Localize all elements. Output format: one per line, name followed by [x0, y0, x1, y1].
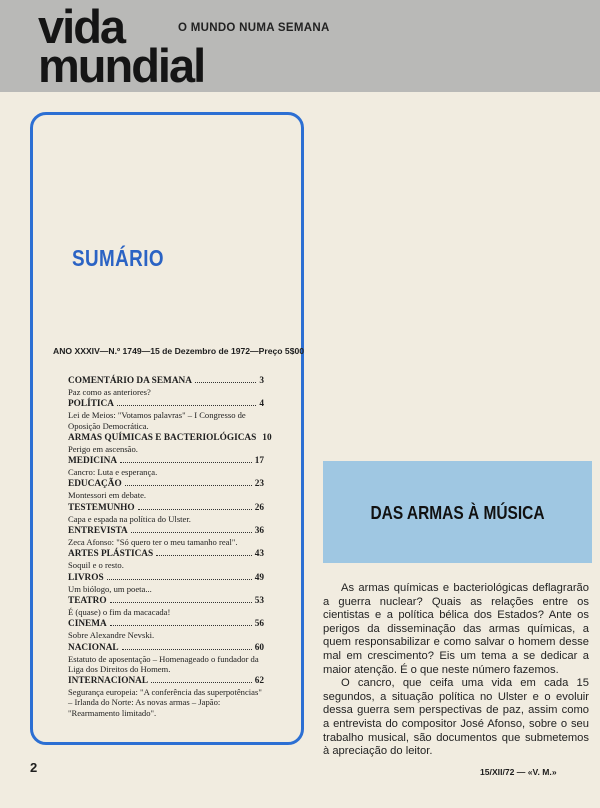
- toc-entry-line: [68, 675, 264, 687]
- feature-paragraph-1: As armas químicas e bacteriológicas deflagrarão a guerra nuclear? Quais as relações entre os cientistas e a política bélica dos Estados? Ante os perigos da disseminação das armas químicas, a quem responsabilizar e como salvar o homem desse mal em crescimento? Eis um tema a se dedicar a maior atenção. É o que neste número fazemos.: [323, 582, 589, 676]
- toc-entry-page: 23: [254, 479, 264, 490]
- toc-entry-description: Zeca Afonso: "Só quero ter o meu tamanho real".: [68, 537, 238, 548]
- toc-leader-dots: [110, 595, 252, 603]
- toc-entry-description: Soquil e o resto.: [68, 560, 124, 571]
- toc-leader-dots: [156, 548, 252, 556]
- feature-body: [323, 582, 589, 759]
- toc-entry-page: 10: [262, 432, 272, 443]
- toc-leader-dots: [110, 618, 252, 626]
- toc-entry-line: [68, 618, 264, 630]
- toc-entry-page: 4: [259, 399, 264, 410]
- toc-entry-description: Perigo em ascensão.: [68, 443, 138, 454]
- logo-mundial: mundial: [38, 38, 205, 92]
- issue-line: ANO XXXIV—N.º 1749—15 de Dezembro de 1972—Preço 5$00: [53, 346, 305, 356]
- toc-entry-page: 3: [259, 376, 264, 386]
- toc-entry-line: [68, 478, 264, 490]
- toc-entry-line: [68, 642, 264, 654]
- toc-entry-description: Um biólogo, um poeta...: [68, 583, 152, 594]
- toc-entry-page: 43: [254, 549, 264, 560]
- toc-entry: [68, 618, 264, 640]
- toc-leader-dots: [138, 502, 252, 510]
- toc-entry-title: CINEMA: [68, 619, 107, 630]
- toc-entry-description: Cancro: Luta e esperança.: [68, 467, 158, 478]
- toc-entry: [68, 525, 264, 547]
- toc-entry: [68, 478, 264, 500]
- toc-entry-description: Segurança europeia: "A conferência das superpotências" – Irlanda do Norte: As novas armas – Japão: "Rearmamento limitado".: [68, 687, 262, 718]
- toc-entry: [68, 375, 264, 397]
- toc-entry-title: ARTES PLÁSTICAS: [68, 549, 154, 560]
- toc-leader-dots: [131, 525, 252, 533]
- footer-date: 15/XII/72 — «V. M.»: [480, 767, 557, 777]
- toc-entry-description: Paz como as anteriores?: [68, 387, 151, 397]
- feature-banner: [323, 461, 592, 563]
- toc-entry-line: [68, 502, 264, 514]
- masthead-tagline: O MUNDO NUMA SEMANA: [178, 22, 330, 34]
- toc-entry: [68, 432, 272, 454]
- toc-entry-title: TEATRO: [68, 595, 107, 606]
- toc-entry-title: MEDICINA: [68, 456, 118, 467]
- toc-entry-title: INTERNACIONAL: [68, 676, 149, 687]
- contents-heading: SUMÁRIO: [72, 245, 164, 271]
- toc-entry: [68, 398, 264, 431]
- toc-entry-title: ENTREVISTA: [68, 526, 128, 537]
- page-number: 2: [30, 760, 38, 775]
- toc-entry-description: É (quase) o fim da macacada!: [68, 606, 171, 617]
- toc-leader-dots: [195, 375, 256, 383]
- toc-entry-title: LIVROS: [68, 572, 104, 583]
- logo-vida: vida: [38, 0, 125, 53]
- toc-leader-dots: [120, 455, 252, 463]
- toc-leader-dots: [117, 398, 256, 406]
- feature-title: DAS ARMAS À MÚSICA: [370, 503, 545, 523]
- toc-entry-line: [68, 375, 264, 387]
- toc-entry-description: Sobre Alexandre Nevski.: [68, 630, 155, 641]
- toc-leader-dots: [151, 675, 252, 683]
- toc-entry-line: [68, 572, 264, 584]
- toc-entry: [68, 548, 264, 570]
- toc-entry-line: [68, 525, 264, 537]
- toc-entry-description: Lei de Meios: "Votamos palavras" – I Congresso de Oposição Democrática.: [68, 410, 246, 431]
- toc-leader-dots: [125, 478, 252, 486]
- toc-entry-page: 53: [254, 595, 264, 606]
- toc-entry: [68, 642, 264, 675]
- toc-leader-dots: [107, 572, 252, 580]
- toc-entry-description: Montessori em debate.: [68, 490, 147, 501]
- table-of-contents: [68, 375, 272, 719]
- toc-entry-page: 36: [254, 526, 264, 537]
- toc-entry-page: 49: [254, 572, 264, 583]
- toc-entry-page: 26: [254, 502, 264, 513]
- toc-entry-description: Capa e espada na política do Ulster.: [68, 513, 191, 524]
- toc-entry: [68, 572, 264, 594]
- toc-entry-description: Estatuto de aposentação – Homenageado o fundador da Liga dos Direitos do Homem.: [68, 653, 259, 674]
- toc-entry-line: [68, 455, 264, 467]
- toc-entry-line: [68, 595, 264, 607]
- toc-entry-line: [68, 548, 264, 560]
- toc-entry-page: 56: [254, 619, 264, 630]
- toc-entry-page: 62: [254, 676, 264, 687]
- toc-entry-title: TESTEMUNHO: [68, 502, 135, 513]
- feature-paragraph-2: O cancro, que ceifa uma vida em cada 15 segundos, a situação política no Ulster e o evoluir dessa guerra sem perspectivas de paz, assim como a entrevista do compositor José Afonso, sobre o seu trabalho musical, são documentos que submetemos à apreciação do leitor.: [323, 677, 589, 758]
- toc-entry-title: EDUCAÇÃO: [68, 479, 122, 490]
- toc-entry: [68, 455, 264, 477]
- masthead: [0, 0, 600, 92]
- toc-entry-page: 60: [254, 642, 264, 653]
- masthead-logo: [38, 0, 205, 92]
- toc-entry-line: [68, 432, 272, 444]
- toc-entry: [68, 675, 264, 718]
- toc-entry-title: POLÍTICA: [68, 399, 114, 410]
- toc-entry-page: 17: [254, 456, 264, 467]
- toc-entry-title: NACIONAL: [68, 642, 119, 653]
- toc-entry: [68, 595, 264, 617]
- toc-entry-title: ARMAS QUÍMICAS E BACTERIOLÓGICAS: [68, 432, 257, 443]
- toc-entry-line: [68, 398, 264, 410]
- toc-entry-title: COMENTÁRIO DA SEMANA: [68, 376, 192, 386]
- toc-leader-dots: [122, 642, 252, 650]
- toc-entry: [68, 502, 264, 524]
